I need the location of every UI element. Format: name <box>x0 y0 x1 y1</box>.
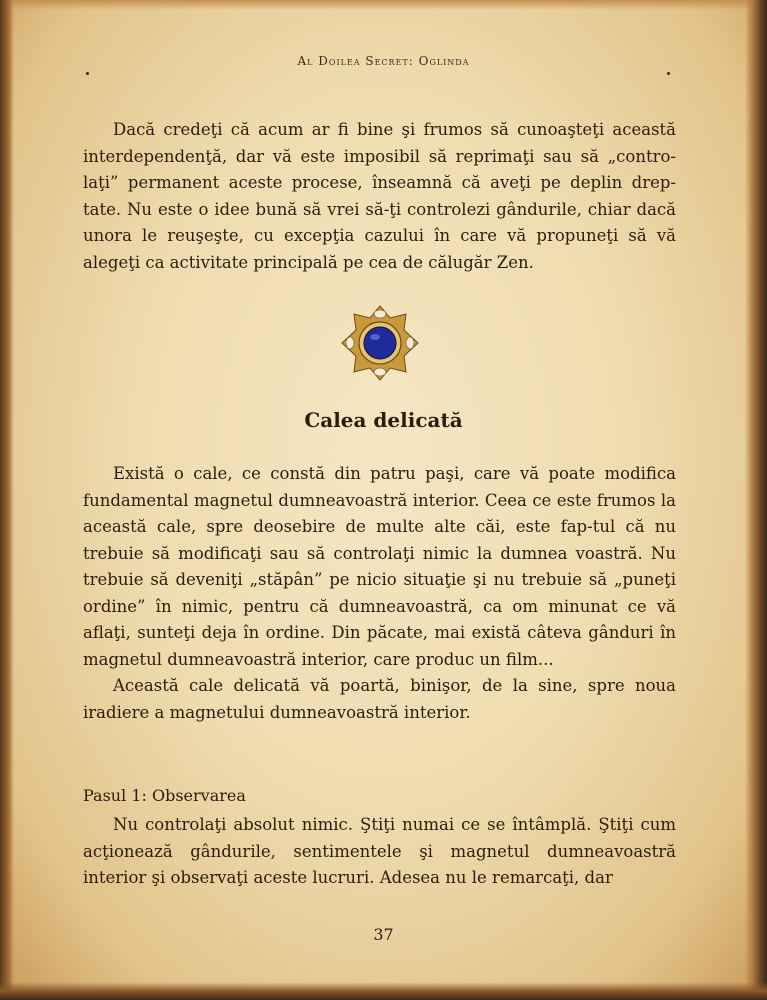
jewel-ornament-icon <box>340 304 420 382</box>
page-edge-top <box>0 0 767 10</box>
running-header: Al Doilea Secret: Oglinda <box>297 54 470 68</box>
page-number: 37 <box>373 925 394 944</box>
page-edge-right <box>745 0 767 1000</box>
step1-text-block <box>83 812 676 892</box>
intro-text-block <box>83 117 676 276</box>
header-dot-right <box>667 72 670 75</box>
paragraph-path: Există o cale, ce constă din patru paşi, care vă poate modifica fundamental magnetul dumneavoastră interior. Ceea ce este frumos la această cale, spre deosebire de multe alte căi, este fap-tul că nu trebuie să modificaţi sau să controlaţi nimic la dumnea voastră. Nu trebuie să deveniţi „stăpân” pe nicio situaţie şi nu trebuie să „puneţi ordine” în nimic, pentru că dumneavoastră, ca om minunat ce vă aflaţi, sunteţi deja în ordine. Din păcate, mai există câteva gânduri în magnetul dumneavoastră interior, care produc un film... <box>83 464 676 669</box>
page-edge-bottom <box>0 982 767 1000</box>
step-heading: Pasul 1: Observarea <box>83 786 246 805</box>
section-heading: Calea delicată <box>304 408 463 432</box>
paragraph-intro: Dacă credeţi că acum ar fi bine şi frumos să cunoaşteţi această interdependenţă, dar vă este imposibil să reprimaţi sau să „contro-laţi” permanent aceste procese, înseamnă că aveţi pe deplin drep-tate. Nu este o idee bună să vrei să-ţi controlezi gândurile, chiar dacă unora le reuşeşte, cu excepţia cazului în care vă propuneţi să vă alegeţi ca activitate principală pe cea de călugăr Zen. <box>83 120 676 272</box>
page-edge-left <box>0 0 14 1000</box>
paragraph-step1: Nu controlaţi absolut nimic. Ştiţi numai ce se întâmplă. Ştiţi cum acţionează gândurile, sentimentele şi magnetul dumneavoastră interior şi observaţi aceste lucruri. Adesea nu le remarcaţi, dar <box>83 815 676 887</box>
header-dot-left <box>86 72 89 75</box>
path-text-block <box>83 461 676 726</box>
paragraph-gentle: Această cale delicată vă poartă, binişor, de la sine, spre noua iradiere a magnetului dumneavoastră interior. <box>83 676 676 722</box>
